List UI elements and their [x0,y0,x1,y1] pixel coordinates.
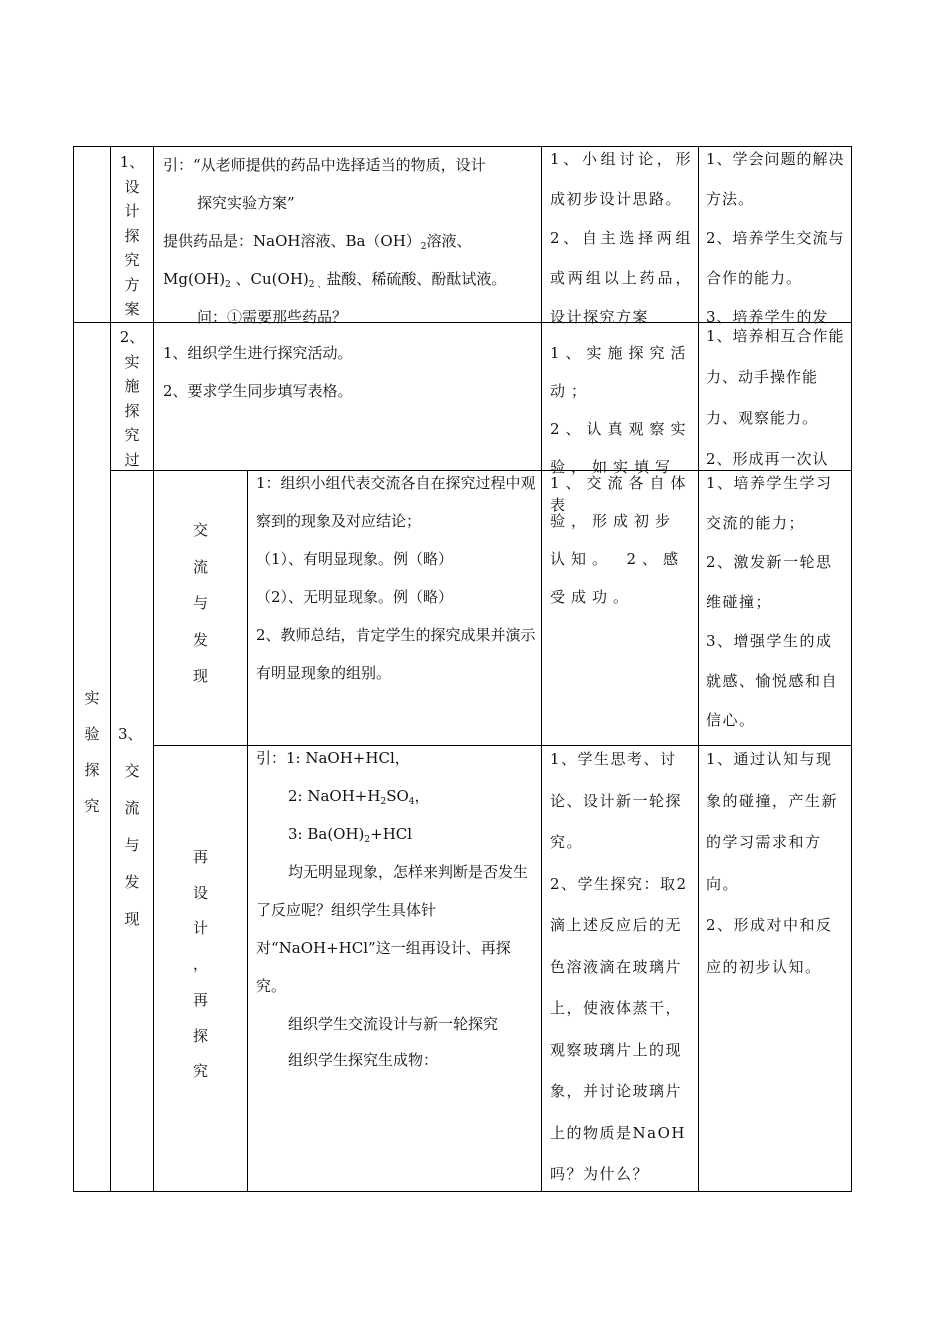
text-line: 2、自主选择两组或两组以上药品，设计探究方案 [550,229,692,326]
text-line: 组织学生探究生成物： [288,1051,439,1069]
step-label-char: 流 [124,799,140,817]
step-label-implement [111,325,153,470]
text-line: $Mg(OH)_2$ 、$Cu(OH)_{2 、}$盐酸、稀硫酸、酚酞试液。 [163,270,507,290]
step-label-char: 1、 [119,153,145,171]
step-label-char: 3、 [118,725,143,743]
text-line: 2、要求学生同步填写表格。 [163,382,353,400]
step-label-char: 探 [124,401,140,420]
step-label-exchange [111,716,153,938]
student-activity-design [550,140,692,326]
text-line: 1、组织学生进行探究活动。 [163,344,353,362]
sub-label-char: 发 [192,630,208,649]
sub-label-char: 现 [192,667,208,685]
text-line: （1）、有明显现象。例（略） [256,550,454,568]
stage-label-char: 探 [84,761,100,779]
student-activity-exchange [550,464,692,745]
teacher-activity-redesign [256,739,537,1191]
text-line: 1、通过认知与现象的碰撞，产生新的学习需求和方向。 [706,750,839,893]
step-label-char: 究 [124,426,140,444]
step-label-char: 发 [124,873,140,891]
sub-label-char: 计 [192,919,208,938]
text-line: 均无明显现象，怎样来判断是否发生了反应呢？组织学生具体针对“NaOH+HCl”这一组再设计、再探究。 [256,863,529,995]
text-line: 3、增强学生的成就感、愉悦感和自信心。 [706,632,839,729]
text-line: 1、交流各自体验，形成初步认知。 2、感受成功。 [550,474,692,606]
text-line: 提供药品是：NaOH溶液、$Ba(OH)_2$溶液、 [163,232,472,252]
col-divider [698,146,699,1192]
design-intent-implement [706,316,846,470]
stage-label-char: 验 [84,725,100,743]
design-intent-exchange [706,464,846,745]
stage-label-char: 实 [84,689,100,707]
design-intent-redesign [706,739,846,1191]
stage-label-char: 究 [84,797,100,815]
text-line: 探究实验方案” [197,194,295,212]
text-line: 3: $Ba(OH)_2+HCl$ [288,825,413,845]
step-label-char: 探 [124,226,140,245]
sub-label-exchange [154,512,247,695]
text-line: 1、小组讨论，形成初步设计思路。 [550,150,692,208]
step-label-char: 实 [124,352,140,371]
table-left-border [73,146,74,1192]
text-line: 1、实施探究活动； [550,344,692,400]
text-line: 3、培养学生的发 [706,308,829,326]
step-label-char: 计 [124,202,140,220]
sub-label-char: ， [192,955,208,974]
text-line: 1、培养相互合作能力、动手操作能力、观察能力。 [706,327,845,427]
text-line: 引：1: NaOH+HCl， [256,749,410,767]
sub-label-char: 与 [192,594,208,612]
text-line: （2）、无明显现象。例（略） [256,588,454,606]
step-label-char: 交 [124,762,140,780]
col-divider [247,470,248,1192]
text-line: 1、学生思考、讨论、设计新一轮探究。 [550,750,683,851]
text-line: 2、认真观察实验，如实填写表 [550,420,692,514]
text-line: 1、学会问题的解决方法。 [706,150,845,208]
step-label-char: 过 [124,450,140,469]
step-label-char: 方 [124,275,140,294]
teacher-activity-implement [163,334,537,470]
step-label-char: 究 [124,251,140,269]
teacher-activity-exchange [256,464,537,745]
text-line: 组织学生交流设计与新一轮探究 [288,1015,499,1033]
text-line: 1、培养学生学习交流的能力； [706,474,833,532]
text-line: 2、教师总结，肯定学生的探究成果并演示有明显现象的组别。 [256,626,536,682]
text-line: 2: $NaOH+H_2SO_4$， [288,787,430,807]
text-line: 1：组织小组代表交流各自在探究过程中观察到的现象及对应结论； [256,474,536,530]
text-line: 2、培养学生交流与合作的能力。 [706,229,845,287]
sub-label-char: 交 [192,521,208,539]
sub-label-char: 究 [192,1062,208,1081]
table-bottom-border [73,1191,851,1192]
step-label-char: 与 [124,836,140,854]
text-line: 2、学生探究：取2滴上述反应后的无色溶液滴在玻璃片上，使液体蒸干，观察玻璃片上的现象，并讨论玻璃片上的物质是NaOH吗？为什么？ [550,874,688,1183]
sub-label-char: 设 [192,883,208,902]
text-line: 2、形成对中和反应的初步认知。 [706,916,833,976]
step-label-char: 施 [124,377,140,395]
col-divider [541,146,542,1192]
stage-label [74,680,110,824]
design-intent-design [706,140,846,326]
table-right-border [851,146,852,1192]
sub-label-char: 再 [192,990,208,1009]
text-line: 问：①需要那些药品？ [197,308,348,326]
sub-label-char: 探 [192,1026,208,1045]
teacher-activity-design [163,146,537,326]
step-label-char: 设 [124,177,140,196]
text-line: 2、形成再一次认 [706,450,829,468]
step-label-char: 现 [124,910,140,928]
text-line: 引：“从老师提供的药品中选择适当的物质，设计 [163,156,486,174]
step-label-char: 2、 [119,328,145,346]
sub-label-char: 再 [192,848,208,866]
student-activity-redesign [550,739,692,1191]
step-label-design [111,150,153,322]
text-line: 2、激发新一轮思维碰撞； [706,553,833,611]
student-activity-implement [550,334,692,514]
sub-label-redesign [154,840,247,1090]
sub-label-char: 流 [192,557,208,576]
step-label-char: 案 [124,300,140,318]
